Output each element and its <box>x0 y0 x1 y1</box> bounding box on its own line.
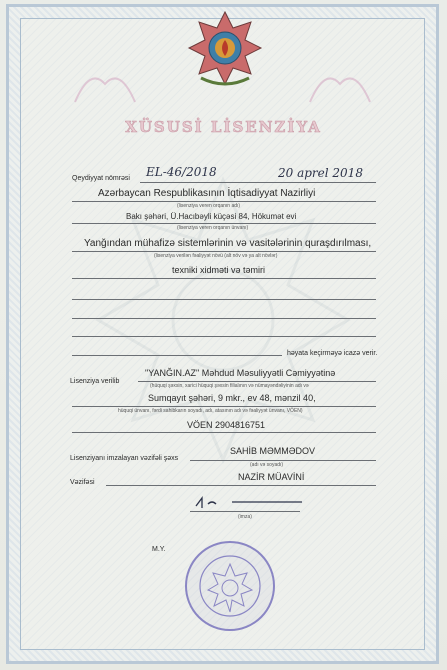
signer-label: Lisenziyanı imzalayan vəzifəli şəxs <box>70 455 179 462</box>
divider <box>72 201 376 202</box>
issuer-caption: (lisenziya veren orqanın adı) <box>177 203 241 209</box>
licensee-address-caption: hüquqi ünvanı, fərdi sahibkarın soyadı, adı, atasının adı və fəaliyyət ünvanı, VÖEN) <box>118 408 303 414</box>
stamp-place-label: M.Y. <box>152 546 166 553</box>
issuer-address: Bakı şəhəri, Ü.Hacıbəyli küçəsi 84, Hökumət evi <box>126 212 297 221</box>
divider <box>72 223 376 224</box>
divider <box>72 355 282 356</box>
licensee-label: Lisenziya verilib <box>70 378 120 385</box>
divider <box>190 460 376 461</box>
licensee-address: Sumqayıt şəhəri, 9 mkr., ev 48, mənzil 40, <box>148 393 316 403</box>
divider <box>106 485 376 486</box>
position-value: NAZİR MÜAVİNİ <box>238 472 305 482</box>
divider <box>72 318 376 319</box>
divider <box>72 432 376 433</box>
position-label: Vəzifəsi <box>70 479 95 486</box>
divider <box>190 511 300 512</box>
activity-line-2: texniki xidməti və təmiri <box>172 265 266 275</box>
signer-name: SAHİB MƏMMƏDOV <box>230 446 316 456</box>
document-title: XÜSUSİ LİSENZİYA <box>125 118 322 136</box>
ornament-icon <box>70 62 140 106</box>
divider <box>138 381 376 382</box>
voen-number: VÖEN 2904816751 <box>187 420 266 430</box>
divider <box>72 278 376 279</box>
registration-label: Qeydiyyat nömrəsi <box>72 175 130 182</box>
divider <box>72 251 376 252</box>
ornament-icon <box>305 62 375 106</box>
issuer-address-caption: (lisenziya veren orqanın ünvanı) <box>177 225 249 231</box>
divider <box>140 182 376 183</box>
divider <box>72 406 376 407</box>
official-seal-icon <box>184 540 276 632</box>
divider <box>72 336 376 337</box>
licensee-name: "YANĞIN.AZ" Məhdud Məsuliyyətli Cəmiyyətinə <box>145 368 336 378</box>
state-emblem-icon <box>187 8 263 88</box>
registration-number: EL-46/2018 <box>146 165 217 179</box>
issuer-name: Azərbaycan Respublikasının İqtisadiyyat Nazirliyi <box>98 188 316 199</box>
licensee-caption: (hüquqi şəxsin, xarici hüquqi şəxsin filialının və nümayəndəliyinin adı və <box>150 383 309 389</box>
signer-caption: (adı və soyadı) <box>250 462 284 468</box>
registration-date: 20 aprel 2018 <box>278 166 363 180</box>
permit-text: həyata keçirməyə icazə verir. <box>287 350 378 357</box>
divider <box>72 299 376 300</box>
signature-caption: (imza) <box>238 514 252 520</box>
activity-caption: (lisenziya verilən fəaliyyət növü (alt növ və ya alt növlər) <box>154 253 278 259</box>
activity-line-1: Yanğından mühafizə sistemlərinin və vasitələrinin quraşdırılması, <box>84 238 372 249</box>
